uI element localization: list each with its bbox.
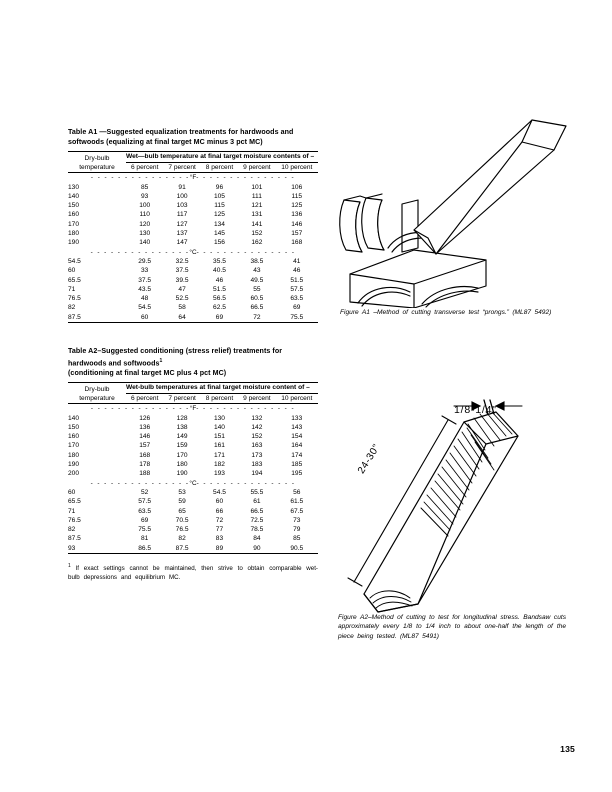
table-a1-unit-fahrenheit-row [68, 173, 318, 183]
cell: 56 [293, 488, 301, 496]
cell: 152 [251, 433, 263, 441]
row-stub: 76.5 [68, 516, 81, 524]
cell: 51.5 [290, 276, 304, 284]
table-a1-col-header-9: 9 percent [243, 163, 271, 171]
table-row [68, 229, 318, 238]
dash-lead-c1: - - - - - - - - - - - - - - - [90, 248, 190, 256]
cell: 170 [176, 451, 188, 459]
table-row [68, 294, 318, 303]
unit-symbol-f1: °F [189, 174, 197, 182]
table-a1-block [68, 128, 318, 323]
cell: 121 [251, 202, 263, 210]
cell: 86.5 [138, 544, 152, 552]
row-stub: 140 [68, 414, 80, 422]
cell: 75.5 [138, 526, 152, 534]
cell: 55 [253, 285, 261, 293]
table-a2-col-header-8: 8 percent [205, 394, 234, 402]
table-a2-col-header-9: 9 percent [243, 394, 271, 402]
cell: 52 [141, 488, 149, 496]
cell: 65 [178, 507, 186, 515]
cell: 164 [291, 442, 303, 450]
cell: 157 [139, 442, 151, 450]
table-a2-stub-header [68, 383, 126, 404]
table-row [68, 201, 318, 210]
cell: 57.5 [290, 285, 304, 293]
table-row [68, 516, 318, 525]
table-a1-col-header-7: 7 percent [168, 163, 196, 171]
table-a1-span-header-cell [126, 152, 318, 163]
table-a2-title-line3: (conditioning at final target MC plus 4 pct MC) [68, 368, 227, 377]
table-row [68, 192, 318, 201]
figure-a2-caption: Figure A2–Method of cutting to test for longitudinal stress. Bandsaw cuts approximately every 1/8 to 1/4 inch to about one-half the length of the piece being tested. (ML87 5491) [338, 614, 566, 640]
cell: 151 [213, 433, 225, 441]
table-row [68, 451, 318, 460]
stub-header-line1: Dry-bulb [84, 386, 110, 394]
cell: 75.5 [290, 313, 304, 321]
cell: 106 [291, 183, 303, 191]
table-a1-span-header-row [68, 152, 318, 163]
table-row [68, 534, 318, 543]
row-stub: 130 [68, 183, 80, 191]
cell: 70.5 [175, 516, 189, 524]
stub-header-line1: Dry-bulb [84, 155, 110, 163]
row-stub: 82 [68, 304, 76, 312]
table-a1-stub-header [68, 152, 126, 173]
table-row [68, 432, 318, 441]
cell: 146 [291, 220, 303, 228]
cell: 111 [251, 192, 262, 200]
cell: 57.5 [138, 498, 152, 506]
cell: 130 [139, 230, 151, 238]
table-a1-unit-celsius-row [68, 248, 318, 257]
table-a1-title [68, 128, 318, 147]
unit-symbol-c1: °C [189, 248, 197, 256]
table-row [68, 460, 318, 469]
cell: 43.5 [138, 285, 152, 293]
cell: 185 [291, 461, 303, 469]
cell: 87.5 [175, 544, 189, 552]
cell: 132 [251, 414, 263, 422]
cell: 174 [291, 451, 303, 459]
cell: 90.5 [290, 544, 304, 552]
cell: 173 [251, 451, 263, 459]
cell: 159 [176, 442, 188, 450]
cell: 56.5 [213, 295, 226, 303]
table-row [68, 525, 318, 534]
cell: 72 [215, 516, 224, 524]
cell: 90 [253, 544, 261, 552]
cell: 73 [293, 516, 301, 524]
cell: 55.5 [250, 488, 264, 496]
row-stub: 87.5 [68, 313, 81, 321]
dash-trail-f1: - - - - - - - - - - - - - - - [196, 174, 296, 182]
dash-lead-f2: - - - - - - - - - - - - - - - [90, 405, 190, 413]
cell: 105 [213, 192, 225, 200]
cell: 29.5 [138, 257, 152, 265]
table-a2-span-header: Wet-bulb temperatures at final target moisture content of – [126, 383, 318, 394]
cell: 115 [291, 192, 303, 200]
cell: 152 [251, 230, 263, 238]
row-stub: 60 [68, 267, 76, 275]
row-stub: 170 [68, 442, 80, 450]
cell: 64 [178, 313, 186, 321]
dash-trail-c2: - - - - - - - - - - - - - - - [196, 479, 296, 487]
cell: 156 [213, 239, 225, 247]
dash-trail-f2: - - - - - - - - - - - - - - - [196, 405, 296, 413]
table-a2-title-line2-wrap [68, 357, 318, 369]
cell: 69 [215, 313, 224, 321]
cell: 89 [215, 544, 224, 552]
cell: 163 [251, 442, 263, 450]
dash-lead-f1: - - - - - - - - - - - - - - - [90, 174, 190, 182]
row-stub: 160 [68, 433, 80, 441]
figure-a2-kerf-label: 1/8-1/4" [454, 404, 497, 416]
table-row [68, 210, 318, 219]
cell: 149 [176, 433, 188, 441]
row-stub: 190 [68, 239, 80, 247]
cell: 182 [213, 461, 225, 469]
footnote-text: If exact settings cannot be maintained, then strive to obtain comparable wet-bulb depressions and equilibrium MC. [68, 565, 318, 582]
table-a2-unit-celsius-row [68, 479, 318, 488]
row-stub: 150 [68, 202, 80, 210]
table-a2-block [68, 347, 318, 582]
row-stub: 140 [68, 192, 80, 200]
table-row [68, 497, 318, 506]
table-row [68, 313, 318, 323]
cell: 134 [213, 220, 225, 228]
table-a2-title-line1: Table A2–Suggested conditioning (stress relief) treatments for [68, 347, 283, 356]
row-stub: 200 [68, 470, 80, 478]
row-stub: 71 [68, 285, 76, 293]
row-stub: 76.5 [68, 295, 81, 303]
cell: 63.5 [138, 507, 152, 515]
tables-column [68, 128, 318, 582]
cell: 125 [291, 202, 303, 210]
cell: 33 [141, 267, 149, 275]
cell: 117 [176, 211, 188, 219]
table-a2-unit-fahrenheit [68, 404, 318, 414]
table-row [68, 285, 318, 294]
cell: 190 [176, 470, 188, 478]
cell: 93 [141, 192, 149, 200]
cell: 138 [176, 423, 188, 431]
cell: 84 [253, 535, 261, 543]
cell: 168 [291, 239, 303, 247]
table-a1-col-header-10: 10 percent [281, 163, 313, 171]
table-row [68, 238, 318, 247]
table-a2-title [68, 347, 318, 378]
cell: 115 [214, 202, 225, 210]
table-a1-col-header-8: 8 percent [205, 163, 234, 171]
cell: 37.5 [175, 267, 189, 275]
cell: 168 [139, 451, 151, 459]
cell: 100 [176, 192, 188, 200]
cell: 100 [139, 202, 151, 210]
table-a2-unit-celsius [68, 479, 318, 488]
cell: 162 [251, 239, 263, 247]
table-a1-unit-celsius [68, 248, 318, 257]
cell: 128 [176, 414, 188, 422]
cell: 53 [178, 488, 186, 496]
row-stub: 160 [68, 211, 80, 219]
cell: 66 [215, 507, 224, 515]
cell: 72 [253, 313, 261, 321]
cell: 43 [253, 267, 261, 275]
cell: 81 [141, 535, 149, 543]
cell: 72.5 [250, 516, 264, 524]
cell: 96 [215, 183, 224, 191]
cell: 66.5 [250, 507, 264, 515]
cell: 54.5 [138, 304, 152, 312]
cell: 133 [291, 414, 303, 422]
row-stub: 87.5 [68, 535, 81, 543]
cell: 103 [176, 202, 188, 210]
cell: 41 [293, 257, 301, 265]
table-a1 [68, 151, 318, 323]
cell: 141 [251, 220, 263, 228]
cell: 145 [213, 230, 225, 238]
table-row [68, 414, 318, 423]
cell: 154 [291, 433, 303, 441]
figure-a2-illustration [336, 398, 572, 613]
cell: 136 [291, 211, 303, 219]
cell: 37.5 [138, 276, 152, 284]
cell: 193 [213, 470, 225, 478]
cell: 67.5 [290, 507, 304, 515]
cell: 85 [141, 183, 149, 191]
cell: 83 [215, 535, 224, 543]
cell: 161 [213, 442, 225, 450]
cell: 62.5 [213, 304, 226, 312]
cell: 171 [213, 451, 225, 459]
cell: 51.5 [213, 285, 226, 293]
cell: 66.5 [250, 304, 264, 312]
cell: 157 [291, 230, 303, 238]
cell: 127 [176, 220, 188, 228]
cell: 78.5 [250, 526, 264, 534]
table-a2-title-line2: hardwoods and softwoods [68, 358, 160, 367]
cell: 40.5 [213, 267, 226, 275]
table-a2-span-header-cell [126, 383, 318, 394]
row-stub: 65.5 [68, 276, 81, 284]
cell: 63.5 [290, 295, 304, 303]
table-row [68, 423, 318, 432]
cell: 180 [176, 461, 188, 469]
cell: 188 [139, 470, 151, 478]
cell: 136 [139, 423, 151, 431]
table-a1-unit-fahrenheit [68, 173, 318, 183]
row-stub: 65.5 [68, 498, 81, 506]
cell: 60.5 [250, 295, 264, 303]
cell: 137 [176, 230, 188, 238]
dash-lead-c2: - - - - - - - - - - - - - - - [90, 479, 190, 487]
cell: 32.5 [175, 257, 189, 265]
cell: 79 [293, 526, 301, 534]
dash-trail-c1: - - - - - - - - - - - - - - - [196, 248, 296, 256]
figure-a1-caption: Figure A1 –Method of cutting transverse test “prongs.” (ML87 5492) [340, 309, 552, 316]
cell: 91 [178, 183, 186, 191]
table-row [68, 441, 318, 450]
row-stub: 71 [68, 507, 76, 515]
table-a2-title-footnote-marker: 1 [159, 357, 163, 364]
cell: 120 [139, 220, 151, 228]
cell: 61 [253, 498, 261, 506]
table-a2-col-header-7: 7 percent [168, 394, 196, 402]
table-a2-span-header-row [68, 383, 318, 394]
table-a1-title-line2: softwoods (equalizing at final target MC minus 3 pct MC) [68, 137, 263, 146]
table-row [68, 220, 318, 229]
table-a1-span-header: Wet—bulb temperature at final target moisture contents of – [126, 152, 318, 163]
cell: 60 [215, 498, 224, 506]
table-row [68, 488, 318, 497]
cell: 49.5 [250, 276, 264, 284]
cell: 82 [178, 535, 186, 543]
cell: 76.5 [175, 526, 189, 534]
cell: 125 [213, 211, 225, 219]
table-a1-col-header-6: 6 percent [130, 163, 159, 171]
table-row [68, 507, 318, 516]
cell: 126 [139, 414, 151, 422]
cell: 101 [251, 183, 263, 191]
cell: 58 [178, 304, 186, 312]
figure-a2-length-label: 24-30" [356, 442, 383, 476]
table-a2-col-header-10: 10 percent [281, 394, 313, 402]
cell: 48 [141, 295, 149, 303]
cell: 142 [251, 423, 263, 431]
table-row [68, 544, 318, 554]
row-stub: 150 [68, 423, 80, 431]
table-row [68, 266, 318, 275]
cell: 178 [139, 461, 151, 469]
cell: 60 [141, 313, 149, 321]
cell: 52.5 [175, 295, 189, 303]
cell: 110 [139, 211, 150, 219]
row-stub: 190 [68, 461, 80, 469]
cell: 46 [293, 267, 301, 275]
table-a1-title-line1: Table A1 —Suggested equalization treatments for hardwoods and [68, 128, 294, 136]
cell: 130 [213, 414, 225, 422]
cell: 146 [139, 433, 151, 441]
cell: 194 [251, 470, 263, 478]
stub-header-line2: temperature [79, 164, 115, 172]
cell: 59 [178, 498, 186, 506]
cell: 46 [215, 276, 224, 284]
row-stub: 54.5 [68, 257, 81, 265]
row-stub: 170 [68, 220, 80, 228]
stub-header-line2: temperature [79, 395, 115, 403]
table-row [68, 183, 318, 192]
table-row [68, 469, 318, 478]
cell: 35.5 [213, 257, 226, 265]
cell: 47 [178, 285, 186, 293]
figure-a1-illustration [336, 118, 572, 308]
table-row [68, 276, 318, 285]
row-stub: 82 [68, 526, 76, 534]
cell: 85 [293, 535, 301, 543]
row-stub: 180 [68, 451, 80, 459]
table-a2-unit-fahrenheit-row [68, 404, 318, 414]
cell: 140 [139, 239, 151, 247]
cell: 131 [251, 211, 263, 219]
cell: 143 [291, 423, 303, 431]
cell: 38.5 [250, 257, 264, 265]
table-row [68, 257, 318, 266]
cell: 69 [293, 304, 301, 312]
table-a2-footnote [68, 562, 318, 582]
cell: 54.5 [213, 488, 226, 496]
cell: 69 [141, 516, 149, 524]
row-stub: 60 [68, 488, 76, 496]
page-number: 135 [560, 744, 575, 754]
table-row [68, 303, 318, 312]
unit-symbol-f2: °F [189, 405, 197, 413]
table-a2-col-header-6: 6 percent [130, 394, 159, 402]
cell: 183 [251, 461, 263, 469]
footnote-marker: 1 [68, 563, 71, 570]
cell: 39.5 [175, 276, 189, 284]
row-stub: 93 [68, 544, 76, 552]
cell: 77 [215, 526, 224, 534]
cell: 195 [291, 470, 303, 478]
cell: 61.5 [290, 498, 304, 506]
cell: 147 [176, 239, 188, 247]
row-stub: 180 [68, 230, 80, 238]
unit-symbol-c2: °C [189, 479, 197, 487]
cell: 140 [213, 423, 225, 431]
table-a2 [68, 382, 318, 554]
